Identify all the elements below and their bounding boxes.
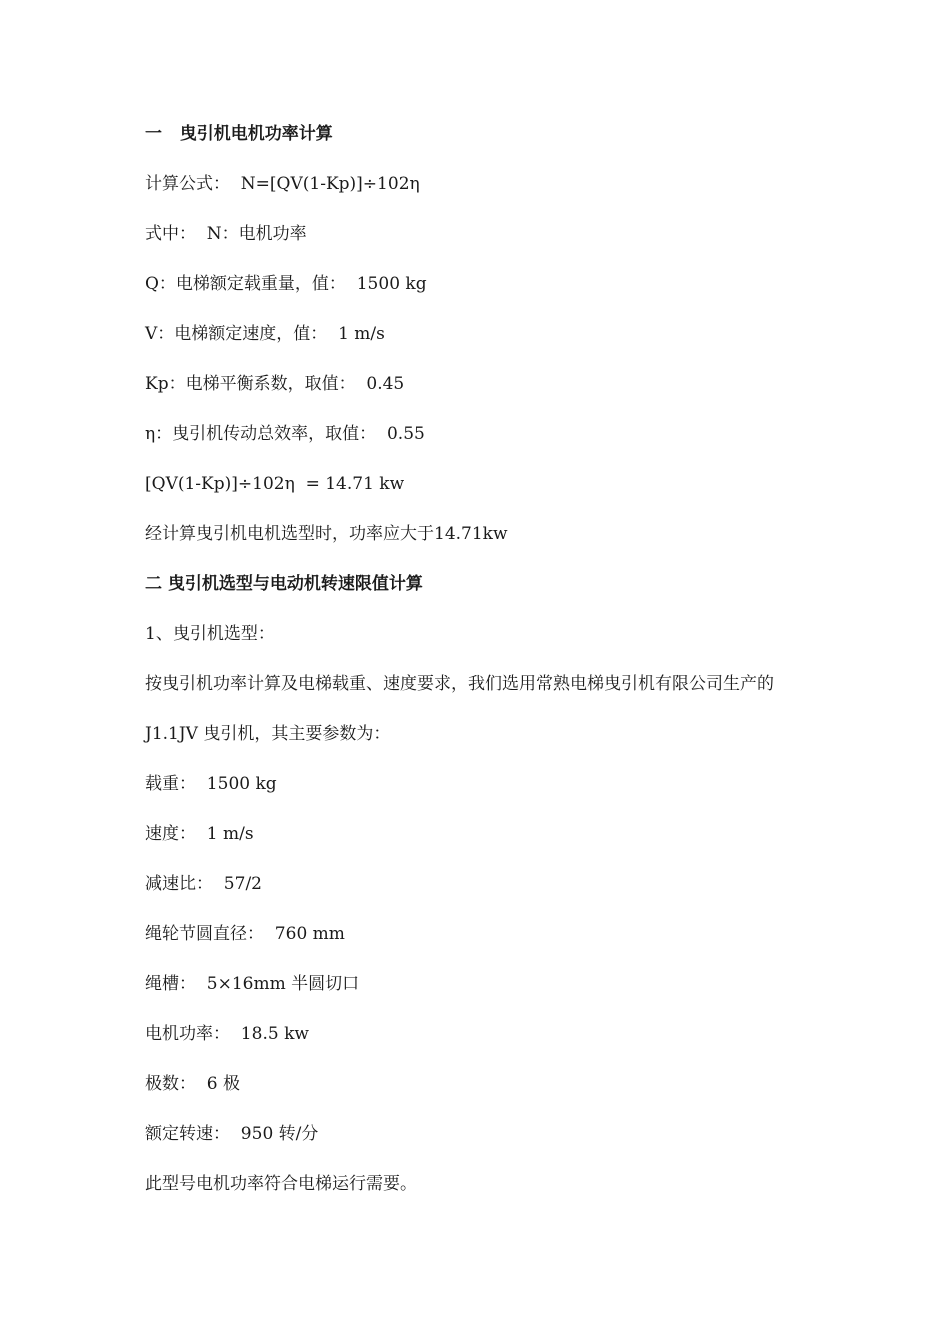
subsection-1-title: 1、曳引机选型： [145,624,275,644]
param-kp: Kp：电梯平衡系数，取值： 0.45 [145,374,405,394]
model-line: J1.1JV 曳引机，其主要参数为： [145,724,391,744]
spec-grooves: 绳槽： 5×16mm 半圆切口 [145,974,360,994]
spec-rated-rpm: 额定转速： 950 转/分 [145,1124,319,1144]
section-1-heading: 一 曳引机电机功率计算 [145,124,333,144]
spec-motor-power: 电机功率： 18.5 kw [145,1024,309,1044]
suitability-note: 此型号电机功率符合电梯运行需要。 [145,1174,417,1194]
section-2-heading: 二 曳引机选型与电动机转速限值计算 [145,574,423,594]
selection-intro: 按曳引机功率计算及电梯载重、速度要求，我们选用常熟电梯曳引机有限公司生产的 [145,674,774,694]
spec-load: 载重： 1500 kg [145,774,277,794]
param-v: V：电梯额定速度，值： 1 m/s [145,324,385,344]
spec-poles: 极数： 6 极 [145,1074,241,1094]
spec-speed: 速度： 1 m/s [145,824,254,844]
spec-ratio: 减速比： 57/2 [145,874,262,894]
param-eta: η：曳引机传动总效率，取值： 0.55 [145,424,425,444]
spec-pitch-diameter: 绳轮节圆直径： 760 mm [145,924,345,944]
where-line: 式中： N：电机功率 [145,224,307,244]
calc-conclusion: 经计算曳引机电机选型时，功率应大于14.71kw [145,524,508,544]
param-q: Q：电梯额定载重量，值： 1500 kg [145,274,427,294]
formula-line: 计算公式： N=[QV(1-Kp)]÷102η [145,174,420,194]
calc-result: [QV(1-Kp)]÷102η = 14.71 kw [145,474,405,494]
document-body [145,122,810,1222]
